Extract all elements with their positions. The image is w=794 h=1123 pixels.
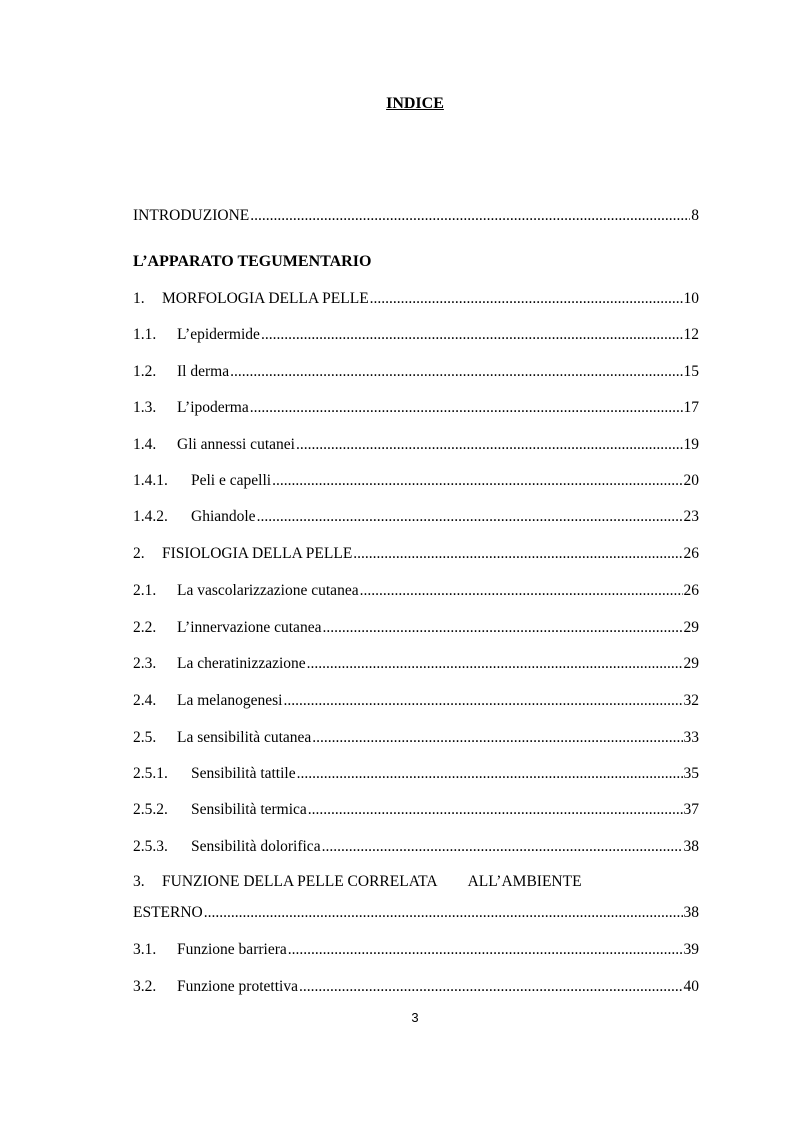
toc-entry-label: L’innervazione cutanea (177, 619, 322, 636)
toc-entry-page: 38 (683, 904, 699, 921)
toc-entry-page: 26 (683, 582, 699, 599)
toc-entry-number: 1.2. (133, 363, 157, 380)
toc-entry[interactable] (133, 398, 699, 418)
toc-entry-chapter-3-second-line[interactable] (133, 903, 699, 923)
toc-entry-label: Peli e capelli (191, 472, 272, 489)
toc-entry-label: Sensibilità termica (191, 801, 307, 818)
toc-entry-page: 37 (683, 801, 699, 818)
dot-leader (250, 206, 690, 226)
dot-leader (370, 289, 683, 309)
toc-entry-page: 20 (683, 472, 699, 489)
toc-entry-number: 1.4.1. (133, 472, 168, 489)
toc-entry-label: INTRODUZIONE (133, 207, 250, 224)
toc-entry-page: 32 (683, 692, 699, 709)
toc-entry-number: 2.5.3. (133, 838, 168, 855)
dot-leader (261, 325, 683, 345)
toc-entry[interactable] (133, 289, 699, 309)
toc-entry-number: 1.3. (133, 399, 157, 416)
toc-entry-page: 23 (683, 508, 699, 525)
toc-entry[interactable] (133, 362, 699, 382)
section-heading: L’APPARATO TEGUMENTARIO (133, 253, 372, 270)
toc-entry-page: 35 (683, 765, 699, 782)
toc-entry-number: 3. (133, 873, 145, 890)
toc-entry[interactable] (133, 977, 699, 997)
dot-leader (353, 544, 682, 564)
toc-entry-introduzione[interactable] (133, 206, 699, 226)
toc-entry-number: 2.2. (133, 619, 157, 636)
toc-entry-number: 3.1. (133, 941, 157, 958)
toc-entry-number: 2.5. (133, 729, 157, 746)
toc-entry-number: 2. (133, 545, 145, 562)
toc-entry-page: 19 (683, 436, 699, 453)
toc-entry-page: 12 (683, 326, 699, 343)
toc-entry[interactable] (133, 654, 699, 674)
toc-entry[interactable] (133, 544, 699, 564)
dot-leader (299, 977, 683, 997)
toc-entry[interactable] (133, 325, 699, 345)
toc-entry[interactable] (133, 837, 699, 857)
toc-entry-page: 8 (691, 207, 699, 224)
toc-entry-label: Sensibilità dolorifica (191, 838, 321, 855)
toc-entry-page: 17 (683, 399, 699, 416)
toc-entry-number: 2.4. (133, 692, 157, 709)
toc-entry-label: La melanogenesi (177, 692, 283, 709)
dot-leader (296, 435, 683, 455)
toc-entry[interactable] (133, 691, 699, 711)
dot-leader (257, 507, 683, 527)
dot-leader (297, 764, 683, 784)
toc-entry-page: 39 (683, 941, 699, 958)
dot-leader (322, 837, 683, 857)
dot-leader (307, 654, 683, 674)
toc-entry-label: Gli annessi cutanei (177, 436, 295, 453)
toc-entry[interactable] (133, 471, 699, 491)
toc-entry[interactable] (133, 728, 699, 748)
dot-leader (360, 581, 683, 601)
toc-entry-number: 2.3. (133, 655, 157, 672)
toc-entry-page: 38 (683, 838, 699, 855)
dot-leader (272, 471, 682, 491)
toc-entry[interactable] (133, 581, 699, 601)
dot-leader (250, 398, 683, 418)
toc-entry-page: 15 (683, 363, 699, 380)
dot-leader (308, 800, 683, 820)
page-number: 3 (411, 1010, 419, 1025)
toc-entry-label: La cheratinizzazione (177, 655, 306, 672)
toc-entry-label: La sensibilità cutanea (177, 729, 312, 746)
dot-leader (288, 940, 683, 960)
toc-entry[interactable] (133, 435, 699, 455)
toc-entry-label: FISIOLOGIA DELLA PELLE (162, 545, 353, 562)
toc-entry-number: 1.4.2. (133, 508, 168, 525)
toc-entry[interactable] (133, 800, 699, 820)
toc-entry-chapter-3-first-line[interactable] (133, 873, 582, 891)
toc-entry-page: 29 (683, 619, 699, 636)
toc-entry-label: FUNZIONE DELLA PELLE CORRELATA (162, 873, 438, 890)
toc-entry-number: 2.1. (133, 582, 157, 599)
dot-leader (322, 618, 682, 638)
toc-entry-number: 3.2. (133, 978, 157, 995)
toc-entry-number: 1.4. (133, 436, 157, 453)
toc-entry-number: 2.5.2. (133, 801, 168, 818)
toc-entry-number: 1.1. (133, 326, 157, 343)
toc-entry-label: ESTERNO (133, 904, 203, 921)
toc-entry-page: 33 (683, 729, 699, 746)
toc-entry-label: Funzione protettiva (177, 978, 298, 995)
toc-entry-page: 26 (683, 545, 699, 562)
toc-entry-label: L’ipoderma (177, 399, 249, 416)
dot-leader (283, 691, 682, 711)
toc-entry-page: 40 (683, 978, 699, 995)
toc-entry-label-continued: ALL’AMBIENTE (467, 873, 582, 890)
page-title: INDICE (386, 95, 444, 112)
toc-entry-label: La vascolarizzazione cutanea (177, 582, 359, 599)
toc-entry-number: 1. (133, 290, 145, 307)
dot-leader (230, 362, 682, 382)
dot-leader (312, 728, 682, 748)
toc-entry[interactable] (133, 507, 699, 527)
toc-entry-label: L’epidermide (177, 326, 260, 343)
toc-entry-page: 10 (683, 290, 699, 307)
toc-entry[interactable] (133, 618, 699, 638)
dot-leader (204, 903, 683, 923)
toc-entry[interactable] (133, 940, 699, 960)
toc-entry-label: MORFOLOGIA DELLA PELLE (162, 290, 369, 307)
toc-entry-label: Funzione barriera (177, 941, 287, 958)
toc-entry-label: Ghiandole (191, 508, 256, 525)
toc-entry-label: Sensibilità tattile (191, 765, 296, 782)
toc-entry-number: 2.5.1. (133, 765, 168, 782)
toc-entry-page: 29 (683, 655, 699, 672)
toc-entry-label: Il derma (177, 363, 230, 380)
toc-entry[interactable] (133, 764, 699, 784)
